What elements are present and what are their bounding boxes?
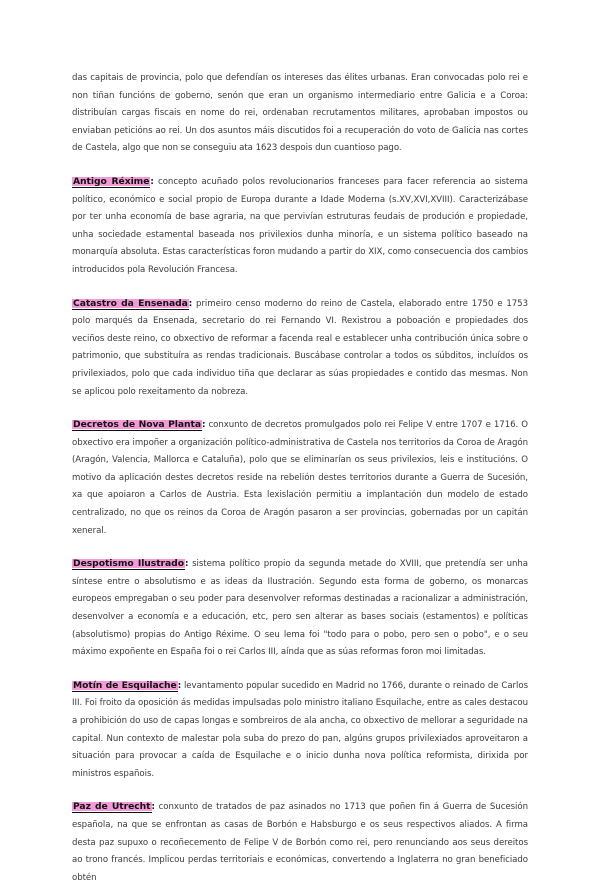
glossary-definition: levantamento popular sucedido en Madrid no 1766, durante o reinado de Carlos III. Foi froito da oposición ás medidas impulsadas polo ministro italiano Esquilache, entre as cales destacou a prohibición do uso de capas longas e sombreiros de ala ancha, co obxectivo de mellorar a seguridade na capital. Nun contexto de malestar pola suba do prezo do pan, algúns grupos privilexiados aproveitaron a situación para provocar a caída de Esquilache e o inicio dunha nova política reformista, dirixida por ministros españois. <box>72 680 528 779</box>
glossary-term: Despotismo Ilustrado <box>73 558 184 570</box>
glossary-entry <box>72 295 528 402</box>
term-colon: : <box>202 420 206 431</box>
glossary-definition: concepto acuñado polos revolucionarios franceses para facer referencia ao sistema político, económico e social propio de Europa durante a Idade Moderna (s.XV,XVI,XVIII). Caracterizábase por ter unha economía de base agraria, na que pervivían estruturas feudais de produción e propiedade, unha sociedade estamental baseada nos privilexios dunha minoría, e un sistema político baseado na monarquía absoluta. Estas características foron mudando a partir do XIX, como consecuencia dos cambios introducidos pola Revolución Francesa. <box>72 176 528 275</box>
term-colon: : <box>177 680 182 691</box>
glossary-definition: primeiro censo moderno do reino de Castela, elaborado entre 1750 e 1753 polo marqués da Ensenada, secretario do rei Fernando VI. Rexistrou a poboación e propiedades dos veciños deste reino, co obxectivo de reformar a facenda real e establecer unha contribución única sobre o patrimonio, que substituíra as rendas tradicionais. Buscábase controlar a todos os súbditos, incluídos os privilexiados, polo que cada individuo tiña que declarar as súas propiedades e contido das mesmas. Non se aplicou polo rexeitamento da nobreza. <box>72 298 528 397</box>
glossary-term: Antigo Réxime <box>73 175 150 187</box>
term-colon: : <box>184 559 189 570</box>
glossary-term: Motín de Esquilache <box>73 679 177 691</box>
term-colon: : <box>151 802 155 813</box>
glossary-definition: conxunto de decretos promulgados polo rei Felipe V entre 1707 e 1716. O obxectivo era impoñer a organización político-administrativa de Castela nos territorios da Coroa de Aragón (Aragón, Valencia, Mallorca e Cataluña), polo que se eliminarían os seus privilexios, leis e institucións. O motivo da aplicación destes decretos reside na rebelión destes territorios durante a Guerra de Sucesión, xa que apoiaron a Carlos de Austria. Esta lexislación permitiu a implantación dun modelo de estado centralizado, no que os reinos da Coroa de Aragón pasaron a ser provincias, gobernadas por un capitán xeneral. <box>72 420 528 536</box>
glossary-term: Decretos de Nova Planta <box>73 419 201 431</box>
glossary-entry <box>72 555 528 662</box>
glossary-entry <box>72 798 528 887</box>
glossary-entry <box>72 677 528 784</box>
glossary-entry <box>72 173 528 280</box>
intro-paragraph: das capitais de provincia, polo que defendían os intereses das élites urbanas. Eran convocadas polo rei e non tiñan funcións de goberno, senón que eran un organismo intermediario entre Galicia e a Coroa: distribuían cargas fiscais en nome do rei, ordenaban recrutamentos militares, aprobaban impostos ou enviaban peticións ao rei. Un dos asuntos máis discutidos foi a recuperación do voto de Galicia nas cortes de Castela, algo que non se conseguiu ata 1623 despois dun cuantioso pago. <box>72 73 528 154</box>
glossary-definition: sistema político propio da segunda metade do XVIII, que pretendía ser unha síntese entre o absolutismo e as ideas da Ilustración. Segundo esta forma de goberno, os monarcas europeos empregaban o seu poder para desenvolver reformas destinadas a racionalizar a administración, desenvolver a economía e a educación, etc, pero sen alterar as bases sociais (estamentos) e políticas (absolutismo) propias do Antigo Réxime. O seu lema foi "todo para o pobo, pero sen o pobo", e o seu máximo expoñente en España foi o rei Carlos III, aínda que as súas reformas foron moi limitadas. <box>72 559 528 658</box>
glossary-entry <box>72 416 528 540</box>
term-colon: : <box>150 176 154 187</box>
glossary-definition: conxunto de tratados de paz asinados no 1713 que poñen fin á Guerra de Sucesión española, na que se enfrontan as casas de Borbón e Habsburgo e os seus respectivos aliados. A firma desta paz supuxo o recoñecemento de Felipe V de Borbón como rei, pero renunciando aos seus dereitos ao trono francés. Implicou perdas territoriais e económicas, convertendo a Inglaterra no gran beneficiado obtén <box>72 802 528 883</box>
term-colon: : <box>188 298 193 309</box>
glossary-term: Paz de Utrecht <box>73 801 151 813</box>
glossary-term: Catastro da Ensenada <box>73 297 188 309</box>
